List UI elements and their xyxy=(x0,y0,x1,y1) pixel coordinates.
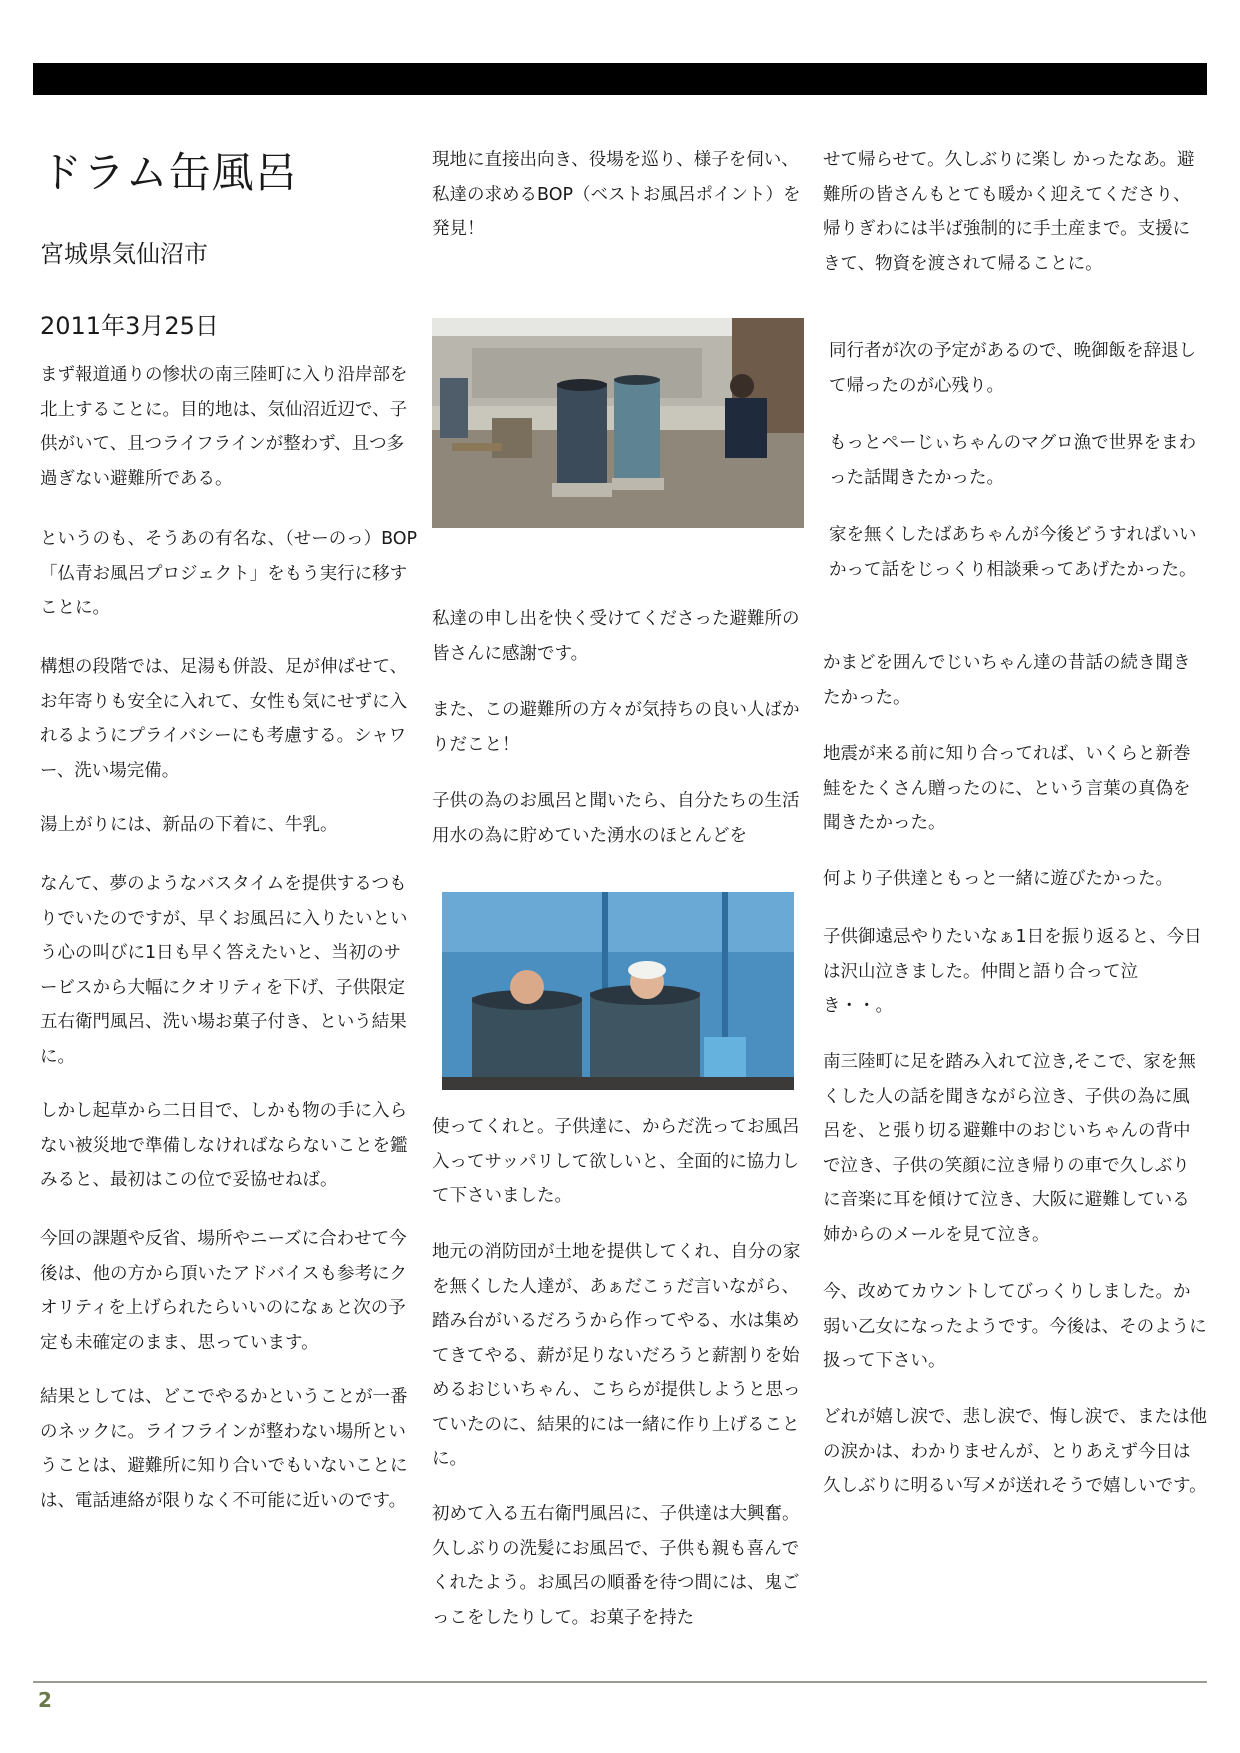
paragraph: どれが嬉し涙で、悲し涙で、悔し涙で、または他の涙かは、わかりませんが、とりあえず今日は久しぶりに明るい写メが送れそうで嬉しいです。 xyxy=(823,1407,1207,1496)
paragraph: しかし起草から二日目で、しかも物の手に入らない被災地で準備しなければならないことを鑑みると、最初はこの位で妥協せねば。 xyxy=(40,1101,408,1190)
paragraph: 初めて入る五右衛門風呂に、子供達は大興奮。 久しぶりの洗髪にお風呂で、子供も親も喜んでくれたよう。お風呂の順番を待つ間には、鬼ごっこをしたりして。お菓子を持た xyxy=(432,1504,800,1628)
article-title: ドラム缶風呂 xyxy=(40,148,298,197)
paragraph: また、この避難所の方々が気持ちの良い人ばかりだこと！ xyxy=(432,700,800,755)
children-in-bath-photo xyxy=(442,892,794,1090)
top-black-bar xyxy=(33,63,1207,95)
paragraph: 私達の申し出を快く受けてくださった避難所の皆さんに感謝です。 xyxy=(432,609,800,664)
paragraph: 南三陸町に足を踏み入れて泣き,そこで、家を無くした人の話を聞きながら泣き、子供の為に風呂を、と張り切る避難中のおじいちゃんの背中で泣き、子供の笑顔に泣き帰りの車で久しぶりに音楽に耳を傾けて泣き、大阪に避難している姉からのメールを見て泣き。 xyxy=(823,1052,1196,1245)
paragraph: 何より子供達ともっと一緒に遊びたかった。 xyxy=(823,869,1173,889)
paragraph: 結果としては、どこでやるかということが一番のネックに。ライフラインが整わない場所ということは、避難所に知り合いでもいないことには、電話連絡が限りなく不可能に近いのです。 xyxy=(40,1387,408,1511)
paragraph: 子供御遠忌やりたいなぁ1日を振り返ると、今日は沢山泣きました。仲間と語り合って泣き・・。 xyxy=(823,927,1202,1016)
paragraph: 同行者が次の予定があるので、晩御飯を辞退して帰ったのが心残り。 xyxy=(829,341,1197,396)
drum-barrels-photo xyxy=(432,318,804,528)
paragraph: 湯上がりには、新品の下着に、牛乳。 xyxy=(40,815,338,835)
article-date: 2011年3月25日 xyxy=(40,312,219,340)
paragraph: というのも、そうあの有名な、（せーのっ）BOP「仏青お風呂プロジェクト」をもう実行に移すことに。 xyxy=(40,529,418,618)
paragraph: 使ってくれと。子供達に、からだ洗ってお風呂入ってサッパリして欲しいと、全面的に協力して下さいました。 xyxy=(432,1117,800,1206)
paragraph: せて帰らせて。久しぶりに楽し かったなあ。避難所の皆さんもとても暖かく迎えてくださり、帰りぎわには半ば強制的に手土産まで。支援にきて、物資を渡されて帰ることに。 xyxy=(823,150,1195,274)
paragraph: 今回の課題や反省、場所やニーズに合わせて今後は、他の方から頂いたアドバイスも参考にクオリティを上げられたらいいのになぁと次の予定も未確定のまま、思っています。 xyxy=(40,1229,407,1353)
footer-rule xyxy=(33,1681,1207,1683)
paragraph: 子供の為のお風呂と聞いたら、自分たちの生活用水の為に貯めていた湧水のほとんどを xyxy=(432,791,800,846)
paragraph: なんて、夢のようなバスタイムを提供するつもりでいたのですが、早くお風呂に入りたいという心の叫びに1日も早く答えたいと、当初のサービスから大幅にクオリティを下げ、子供限定五右衛門風呂、洗い場お菓子付き、という結果に。 xyxy=(40,874,408,1067)
paragraph: 地震が来る前に知り合ってれば、いくらと新巻鮭をたくさん贈ったのに、という言葉の真偽を聞きたかった。 xyxy=(823,744,1191,833)
paragraph: 構想の段階では、足湯も併設、足が伸ばせて、お年寄りも安全に入れて、女性も気にせずに入れるようにプライバシーにも考慮する。シャワー、洗い場完備。 xyxy=(40,657,408,781)
paragraph: 家を無くしたばあちゃんが今後どうすればいいかって話をじっくり相談乗ってあげたかった。 xyxy=(829,525,1197,580)
paragraph: かまどを囲んでじいちゃん達の昔話の続き聞きたかった。 xyxy=(823,653,1191,708)
page-number: 2 xyxy=(38,1688,52,1712)
paragraph: もっとペーじぃちゃんのマグロ漁で世界をまわった話聞きたかった。 xyxy=(829,433,1197,488)
paragraph: 今、改めてカウントしてびっくりしました。か弱い乙女になったようです。今後は、そのように扱って下さい。 xyxy=(823,1282,1207,1371)
paragraph: まず報道通りの惨状の南三陸町に入り沿岸部を北上することに。目的地は、気仙沼近辺で、子供がいて、且つライフラインが整わず、且つ多過ぎない避難所である。 xyxy=(40,365,408,489)
location-subtitle: 宮城県気仙沼市 xyxy=(40,240,208,268)
paragraph: 現地に直接出向き、役場を巡り、様子を伺い、私達の求めるBOP（ベストお風呂ポイント）を発見！ xyxy=(432,150,801,239)
paragraph: 地元の消防団が土地を提供してくれ、自分の家を無くした人達が、あぁだこぅだ言いながら、踏み台がいるだろうから作ってやる、水は集めてきてやる、薪が足りないだろうと薪割りを始めるおじいちゃん、こちらが提供しようと思っていたのに、結果的には一緒に作り上げることに。 xyxy=(432,1242,801,1469)
